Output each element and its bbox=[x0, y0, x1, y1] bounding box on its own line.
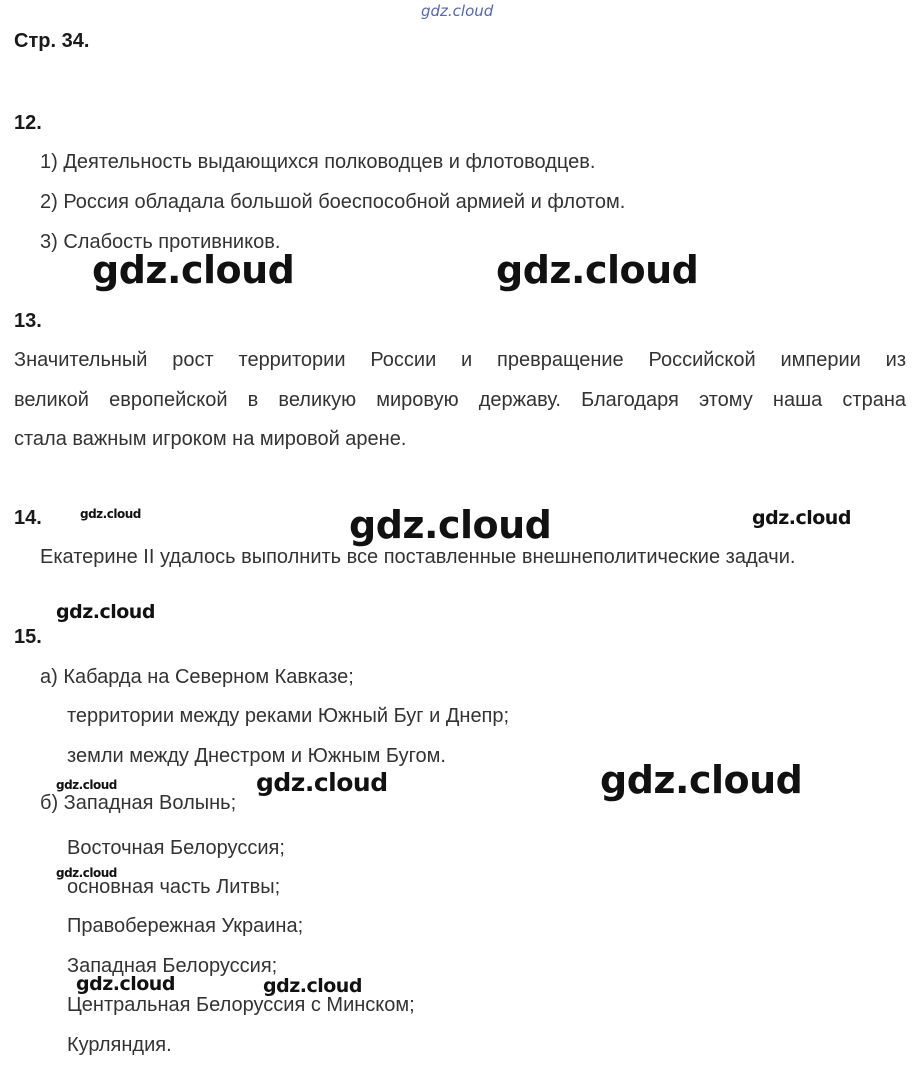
watermark-tiny-1: gdz.cloud bbox=[56, 778, 117, 792]
task-15-a-item-2: территории между реками Южный Буг и Днепр; bbox=[67, 705, 510, 727]
watermark-medium-2: gdz.cloud bbox=[56, 601, 155, 623]
watermark-medium-1: gdz.cloud bbox=[752, 507, 851, 529]
watermark-small-1: gdz.cloud bbox=[80, 507, 141, 521]
watermark-medium-5: gdz.cloud bbox=[263, 975, 362, 997]
task-12-number: 12. bbox=[14, 112, 42, 134]
watermark-large-2: gdz.cloud bbox=[496, 248, 699, 292]
task-15-b-item-5: Западная Белоруссия; bbox=[67, 955, 278, 977]
watermark-medium-3: gdz.cloud bbox=[256, 768, 388, 797]
task-13-line-1: Значительный рост территории России и превращение Российской империи из bbox=[14, 349, 906, 371]
task-15-a-item-1: а) Кабарда на Северном Кавказе; bbox=[40, 666, 354, 688]
watermark-medium-4: gdz.cloud bbox=[76, 973, 175, 995]
task-13-line-2: великой европейской в великую мировую державу. Благодаря этому наша страна bbox=[14, 389, 906, 411]
page-title: Стр. 34. bbox=[14, 30, 90, 52]
task-15-b-item-1: б) Западная Волынь; bbox=[40, 792, 237, 814]
task-13-line-3: стала важным игроком на мировой арене. bbox=[14, 428, 407, 450]
task-15-a-item-3: земли между Днестром и Южным Бугом. bbox=[67, 745, 446, 767]
watermark-large-3: gdz.cloud bbox=[349, 503, 552, 547]
task-15-b-item-2: Восточная Белоруссия; bbox=[67, 837, 285, 859]
task-15-b-item-7: Курляндия. bbox=[67, 1034, 172, 1056]
task-15-number: 15. bbox=[14, 626, 42, 648]
task-12-item-3: 3) Слабость противников. bbox=[40, 231, 281, 253]
task-14-text: Екатерине II удалось выполнить все поставленные внешнеполитические задачи. bbox=[40, 546, 796, 568]
watermark-large-4: gdz.cloud bbox=[600, 758, 803, 802]
watermark-large-1: gdz.cloud bbox=[92, 248, 295, 292]
watermark-tiny-2: gdz.cloud bbox=[56, 866, 117, 880]
watermark-top: gdz.cloud bbox=[421, 2, 494, 20]
task-12-item-2: 2) Россия обладала большой боеспособной армией и флотом. bbox=[40, 191, 626, 213]
task-15-b-item-6: Центральная Белоруссия с Минском; bbox=[67, 994, 415, 1016]
task-15-b-item-3: основная часть Литвы; bbox=[67, 876, 281, 898]
task-13-number: 13. bbox=[14, 310, 42, 332]
task-14-number: 14. bbox=[14, 507, 42, 529]
task-12-item-1: 1) Деятельность выдающихся полководцев и флотоводцев. bbox=[40, 151, 596, 173]
task-15-b-item-4: Правобережная Украина; bbox=[67, 915, 304, 937]
